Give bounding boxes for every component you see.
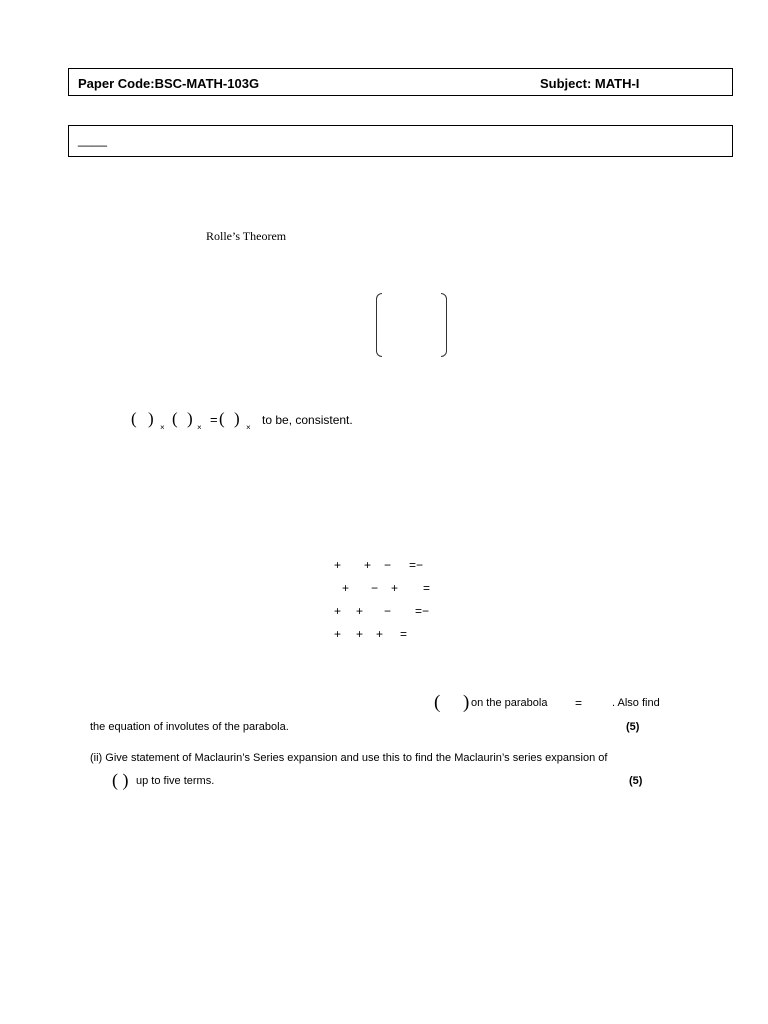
eq1-op2: +	[364, 558, 372, 572]
maclaurin-line2: up to five terms.	[136, 775, 215, 787]
eq3-op3: −	[384, 604, 392, 618]
maclaurin-marks: (5)	[629, 775, 643, 787]
eq1-rhs: =−	[409, 558, 424, 572]
eq3-rhs: =−	[415, 604, 430, 618]
matrix-left-bracket	[376, 293, 382, 357]
paren-open-1: (	[131, 409, 137, 428]
eq1-op3: −	[384, 558, 392, 572]
instruction-blank: ____	[78, 132, 107, 147]
evolute-marks: (5)	[626, 721, 640, 733]
paren-open-2: (	[172, 409, 178, 428]
eq3-op1: +	[334, 604, 342, 618]
evolute-equals: =	[575, 696, 583, 710]
matrix-right-bracket	[441, 293, 447, 357]
subject: Subject: MATH-I	[540, 76, 640, 91]
instruction-box	[68, 125, 733, 157]
eq4-op2: +	[356, 627, 364, 641]
maclaurin-paren: ( )	[112, 770, 129, 790]
paren-close-1: )	[148, 409, 154, 428]
eq1-op1: +	[334, 558, 342, 572]
paper-code: Paper Code:BSC-MATH-103G	[78, 76, 260, 91]
sub-x-2: ×	[197, 423, 202, 432]
consistency-text: to be, consistent.	[262, 413, 353, 427]
eq2-rhs: =	[423, 581, 431, 595]
paren-close-2: )	[187, 409, 193, 428]
eq2-op1: +	[342, 581, 350, 595]
equals-sign: =	[210, 412, 218, 427]
maclaurin-line1: (ii) Give statement of Maclaurin’s Series expansion and use this to find the Maclaurin’s series expansion of	[90, 752, 608, 764]
evolute-line2: the equation of involutes of the parabola.	[90, 721, 289, 733]
paren-open-3: (	[219, 409, 225, 428]
eq4-op3: +	[376, 627, 384, 641]
eq2-op2: −	[371, 581, 379, 595]
eq4-op1: +	[334, 627, 342, 641]
evolute-paren-open: (	[434, 692, 441, 713]
rolle-theorem-text: Rolle’s Theorem	[206, 229, 287, 243]
evolute-text1: on the parabola	[471, 697, 548, 709]
sub-x-3: ×	[246, 423, 251, 432]
paren-close-3: )	[234, 409, 240, 428]
eq3-op2: +	[356, 604, 364, 618]
sub-x-1: ×	[160, 423, 165, 432]
eq2-op3: +	[391, 581, 399, 595]
evolute-text2: . Also find	[612, 697, 660, 709]
evolute-paren-close: )	[463, 692, 470, 713]
eq4-rhs: =	[400, 627, 408, 641]
